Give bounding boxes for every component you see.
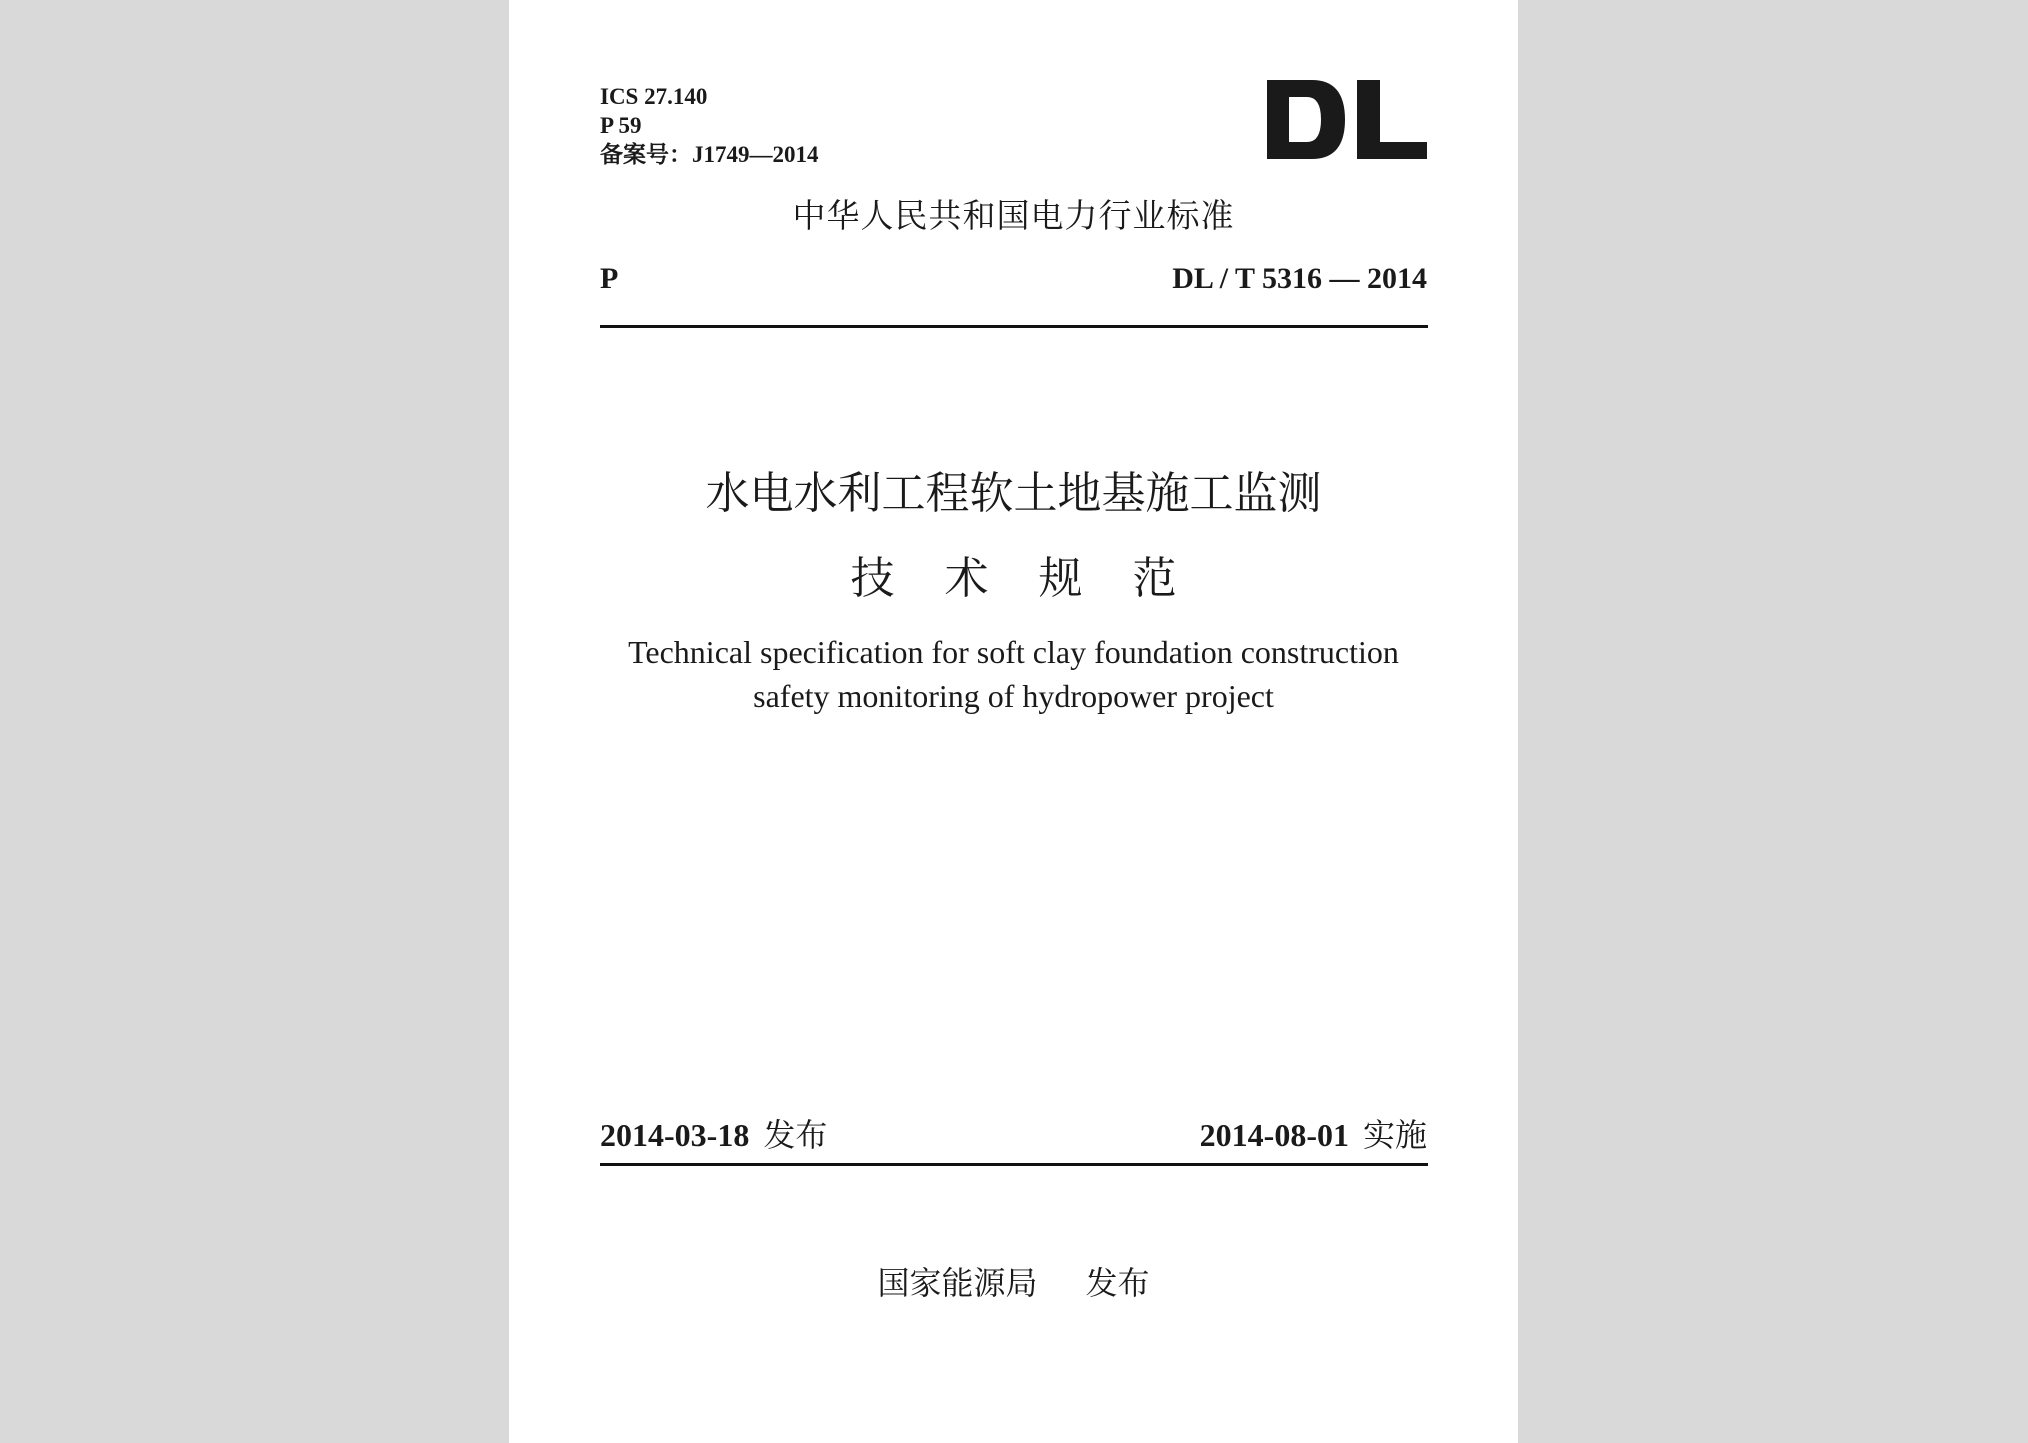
implement-date-block	[1200, 1110, 1427, 1156]
classification-code: P	[600, 262, 619, 295]
title-en-line1: Technical specification for soft clay foundation construction	[628, 634, 1399, 670]
ccs-code: P 59	[600, 113, 642, 138]
implement-date: 2014-08-01	[1199, 1117, 1349, 1153]
standard-type: 中华人民共和国电力行业标准	[792, 196, 1235, 235]
title-en	[509, 630, 1518, 718]
title-cn-line1: 水电水利工程软土地基施工监测	[705, 468, 1322, 519]
issue-date-block	[600, 1110, 827, 1156]
document-page	[509, 0, 1518, 1443]
metadata-block	[600, 82, 819, 169]
title-en-line2: safety monitoring of hydropower project	[753, 678, 1274, 714]
ics-code: ICS 27.140	[600, 84, 708, 109]
standard-number: DL / T 5316 — 2014	[1172, 262, 1427, 295]
publisher-action: 发布	[1085, 1264, 1150, 1302]
dl-logo	[1267, 80, 1427, 159]
issue-label: 发布	[763, 1116, 828, 1154]
implement-label: 实施	[1362, 1116, 1427, 1154]
publisher-name: 国家能源局	[877, 1264, 1038, 1302]
filing-number: 备案号：J1749—2014	[600, 142, 819, 167]
header-divider	[600, 325, 1428, 328]
title-cn-line2: 技术规范	[850, 553, 1227, 604]
issue-date: 2014-03-18	[600, 1117, 750, 1153]
date-divider	[600, 1163, 1428, 1166]
publisher-block	[509, 1258, 1518, 1304]
